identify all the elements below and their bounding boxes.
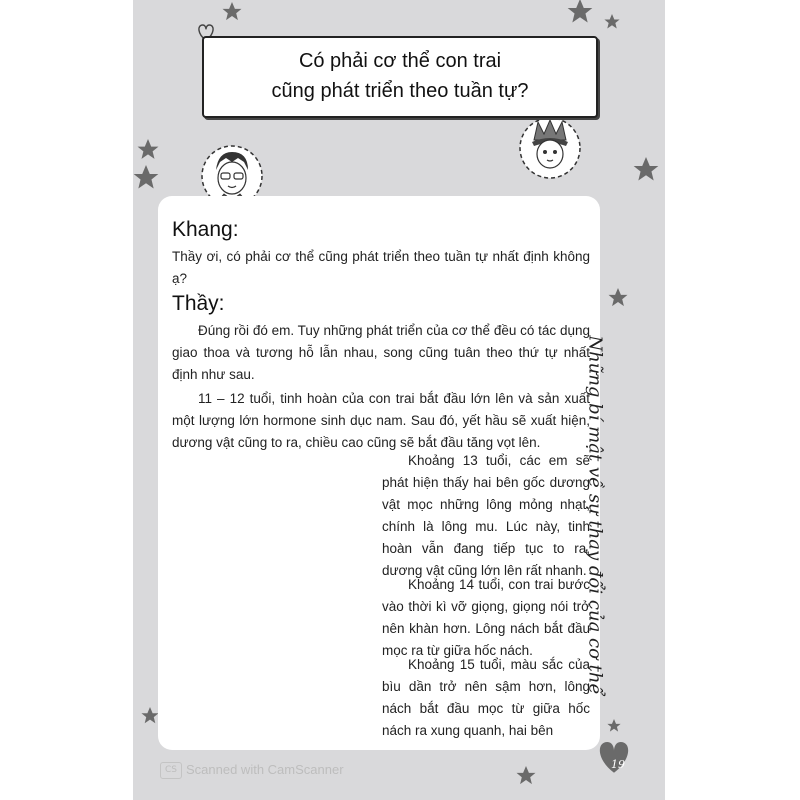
paragraph-intro: Đúng rồi đó em. Tuy những phát triển của cơ thể đều có tác dụng giao thoa và tương hỗ lẫn nhau, song cũng tuân theo thứ tự nhất định như sau. — [172, 323, 590, 382]
star-icon — [568, 0, 593, 23]
camscanner-watermark: Scanned with CamScanner — [186, 762, 344, 777]
star-icon — [604, 14, 619, 28]
star-icon — [138, 139, 159, 159]
title-line-2: cũng phát triển theo tuần tự? — [271, 80, 529, 102]
camscanner-badge: CS — [160, 762, 182, 779]
star-icon — [609, 288, 628, 306]
side-title — [575, 335, 615, 695]
side-title-text: Những bí mật về sự thay đổi của cơ thể — [584, 335, 606, 695]
star-icon — [634, 157, 659, 181]
avatar-teacher — [520, 118, 580, 178]
speaker-khang: Khang: — [172, 218, 239, 241]
paragraph-age-13: Khoảng 13 tuổi, các em sẽ phát hiện thấy hai bên gốc dương vật mọc những lông mỏng nhạt, chính là lông mu. Lúc này, tinh hoàn vẫn đang tiếp tục to ra, dương vật cũng lớn lên rất nhanh. — [382, 453, 590, 578]
title-box — [202, 36, 598, 118]
paragraph-age-11-12: 11 – 12 tuổi, tinh hoàn của con trai bắt đầu lớn lên và sản xuất một lượng lớn hormone sinh dục nam. Sau đó, yết hầu sẽ xuất hiện, dương vật cũng to ra, chiều cao cũng sẽ bắt đầu tăng vọt lên. — [172, 391, 590, 450]
title-line-1: Có phải cơ thể con trai — [298, 50, 502, 72]
star-icon — [607, 719, 620, 732]
paragraph-age-14: Khoảng 14 tuổi, con trai bước vào thời kì vỡ giọng, giọng nói trở nên khàn hơn. Lông nách bắt đầu mọc ra từ giữa hốc nách. — [382, 577, 590, 658]
star-icon — [517, 766, 536, 784]
star-icon — [134, 165, 159, 189]
star-icon — [223, 2, 242, 20]
star-icon — [141, 707, 158, 723]
paragraph-age-15: Khoảng 15 tuổi, màu sắc của bìu dần trở nên sậm hơn, lông nách bắt đầu mọc từ giữa hốc nách ra xung quanh, hai bên — [382, 657, 590, 738]
speaker-teacher: Thầy: — [172, 292, 225, 315]
page-number: 19 — [611, 758, 625, 771]
khang-question: Thầy ơi, có phải cơ thể cũng phát triển theo tuần tự nhất định không ạ? — [172, 249, 590, 286]
